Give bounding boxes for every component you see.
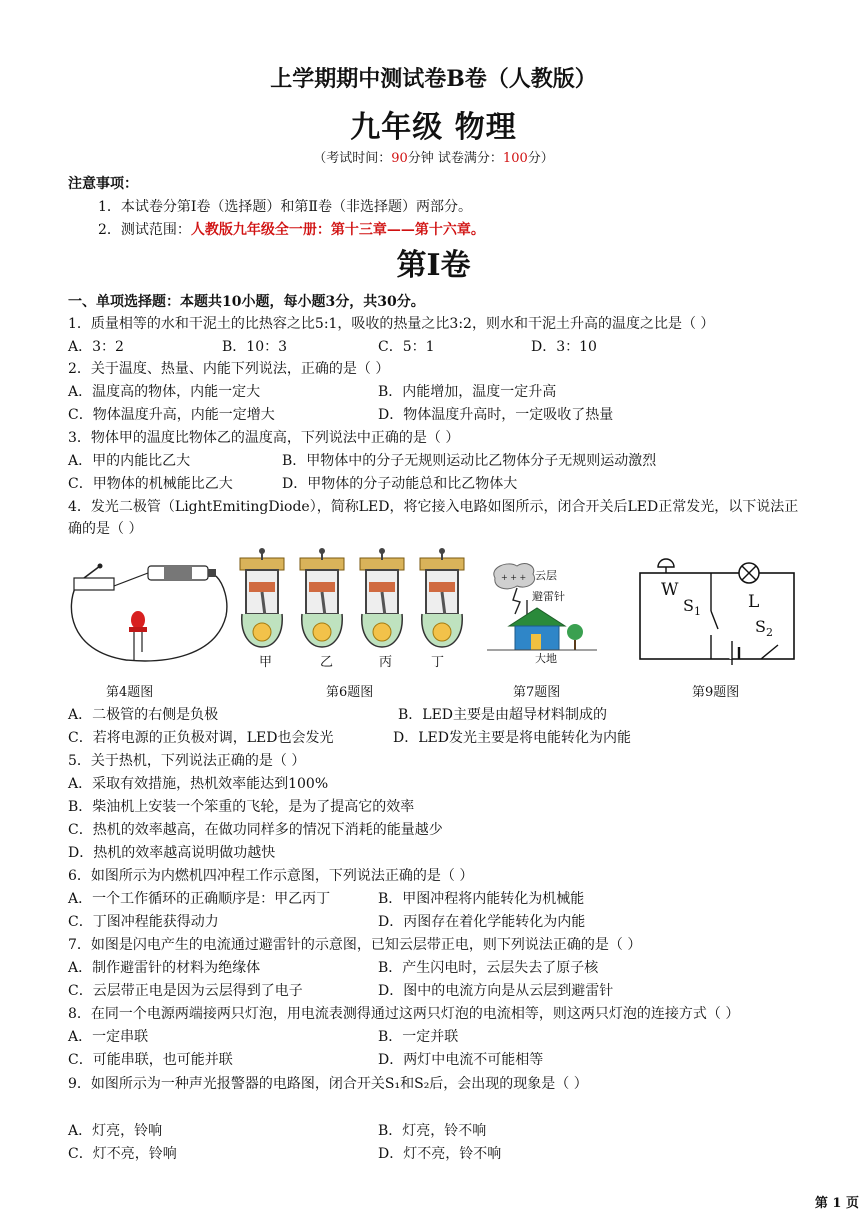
q1-option-b: B．10：3	[222, 339, 288, 355]
q9-option-d: D．灯不亮，铃不响	[378, 1146, 502, 1162]
q2-option-c: C．物体温度升高，内能一定增大	[68, 407, 275, 423]
q8-option-a: A．一定串联	[68, 1029, 149, 1045]
q5-option-c: C．热机的效率越高，在做功同样多的情况下消耗的能量越少	[68, 822, 443, 838]
exam-score-value: 100	[502, 151, 528, 166]
q5-stem: 5．关于热机，下列说法正确的是（ ）	[68, 753, 306, 769]
rod-label: 避雷针	[532, 590, 565, 603]
q3-option-b: B．甲物体中的分子无规则运动比乙物体分子无规则运动激烈	[282, 453, 657, 469]
exam-info-prefix: （考试时间：	[313, 151, 392, 166]
fig4-caption: 第4题图	[106, 685, 154, 700]
q2-option-a: A．温度高的物体，内能一定大	[68, 384, 261, 400]
q8-stem: 8．在同一个电源两端接两只灯泡，用电流表测得通过这两只灯泡的电流相等，则这两只灯泡的连接方式（ ）	[68, 1006, 740, 1022]
note-item-2	[98, 219, 485, 239]
q7-option-a: A．制作避雷针的材料为绝缘体	[68, 960, 261, 976]
grade-subject-title: 九年级 物理	[350, 110, 517, 145]
switch-s1-subscript: 1	[693, 605, 701, 619]
q4-option-d: D．LED发光主要是将电能转化为内能	[393, 730, 631, 746]
switch-s2-label	[755, 617, 773, 639]
note-item-2-prefix: 2．测试范围：	[98, 222, 191, 238]
q1-option-a: A．3：2	[68, 339, 124, 355]
q5-option-a: A．采取有效措施，热机效率能达到100%	[68, 776, 329, 792]
q2-option-b: B．内能增加，温度一定升高	[378, 384, 557, 400]
q6-option-c: C．丁图冲程能获得动力	[68, 914, 219, 930]
q9-stem: 9．如图所示为一种声光报警器的电路图，闭合开关S₁和S₂后，会出现的现象是（ ）	[68, 1076, 588, 1092]
bell-label-w: W	[661, 580, 679, 600]
q6-option-d: D．丙图存在着化学能转化为内能	[378, 914, 586, 930]
fig6-caption: 第6题图	[326, 685, 374, 700]
q5-option-d: D．热机的效率越高说明做功越快	[68, 845, 276, 861]
q3-option-d: D．甲物体的分子动能总和比乙物体大	[282, 476, 518, 492]
exam-info	[0, 147, 867, 166]
volume-title: 第Ⅰ卷	[396, 248, 471, 283]
q3-stem: 3．物体甲的温度比物体乙的温度高，下列说法中正确的是（ ）	[68, 430, 460, 446]
engine-label-ding: 丁	[431, 655, 445, 670]
exam-time-unit: 分钟 试卷满分：	[407, 151, 503, 166]
exam-title: 上学期期中测试卷B卷（人教版）	[270, 66, 597, 92]
q6-stem: 6．如图所示为内燃机四冲程工作示意图，下列说法正确的是（ ）	[68, 868, 474, 884]
q9-option-c: C．灯不亮，铃响	[68, 1146, 177, 1162]
engine-label-yi: 乙	[320, 655, 334, 670]
engine-strokes-figure	[238, 548, 474, 668]
q8-option-b: B．一定并联	[378, 1029, 459, 1045]
notes-heading: 注意事项：	[68, 176, 138, 192]
q4-stem-line1: 4．发光二极管（LightEmitingDiode），简称LED，将它接入电路如图所示，闭合开关后LED正常发光，以下说法正	[68, 499, 799, 515]
q6-option-a: A．一个工作循环的正确顺序是：甲乙丙丁	[68, 891, 331, 907]
page-number: 第 1 页	[814, 1196, 859, 1211]
exam-score-unit: 分）	[527, 151, 554, 166]
q8-option-c: C．可能串联，也可能并联	[68, 1052, 233, 1068]
q7-option-d: D．图中的电流方向是从云层到避雷针	[378, 983, 614, 999]
svg-text:+ + +: + + +	[501, 573, 527, 582]
section-heading: 一、单项选择题：本题共10小题，每小题3分，共30分。	[68, 294, 425, 310]
note-item-2-scope: 人教版九年级全一册：第十三章——第十六章。	[190, 222, 485, 238]
q2-option-d: D．物体温度升高时，一定吸收了热量	[378, 407, 614, 423]
engine-label-bing: 丙	[379, 655, 393, 670]
lamp-label-l: L	[748, 592, 760, 612]
q8-option-d: D．两灯中电流不可能相等	[378, 1052, 544, 1068]
q7-option-b: B．产生闪电时，云层失去了原子核	[378, 960, 599, 976]
fig9-caption: 第9题图	[692, 685, 740, 700]
q6-option-b: B．甲图冲程将内能转化为机械能	[378, 891, 585, 907]
fig7-caption: 第7题图	[513, 685, 561, 700]
q7-option-c: C．云层带正电是因为云层得到了电子	[68, 983, 303, 999]
cloud-label: 云层	[535, 569, 557, 582]
q1-option-d: D．3：10	[531, 339, 597, 355]
q4-stem-line2: 确的是（ ）	[68, 521, 143, 537]
q3-option-c: C．甲物体的机械能比乙大	[68, 476, 233, 492]
switch-s2-subscript: 2	[765, 626, 773, 640]
switch-s1-letter: S	[683, 596, 694, 615]
ground-label: 大地	[535, 652, 557, 665]
q4-option-a: A．二极管的右侧是负极	[68, 707, 219, 723]
exam-time-value: 90	[391, 151, 408, 166]
switch-s1-label	[683, 596, 701, 618]
q4-option-c: C．若将电源的正负极对调，LED也会发光	[68, 730, 334, 746]
q7-stem: 7．如图是闪电产生的电流通过避雷针的示意图，已知云层带正电，则下列说法正确的是（ ）	[68, 937, 642, 953]
q9-option-a: A．灯亮，铃响	[68, 1123, 163, 1139]
alarm-circuit-figure	[636, 553, 802, 665]
switch-s2-letter: S	[755, 617, 766, 636]
note-item-1: 1．本试卷分第Ⅰ卷（选择题）和第Ⅱ卷（非选择题）两部分。	[98, 199, 472, 215]
q3-option-a: A．甲的内能比乙大	[68, 453, 191, 469]
q5-option-b: B．柴油机上安装一个笨重的飞轮，是为了提高它的效率	[68, 799, 415, 815]
q1-stem: 1．质量相等的水和干泥土的比热容之比5:1，吸收的热量之比3:2，则水和干泥土升高的温度之比是（ ）	[68, 316, 715, 332]
q4-option-b: B．LED主要是由超导材料制成的	[398, 707, 608, 723]
q2-stem: 2．关于温度、热量、内能下列说法，正确的是（ ）	[68, 361, 390, 377]
engine-label-jia: 甲	[259, 655, 273, 670]
q9-option-b: B．灯亮，铃不响	[378, 1123, 487, 1139]
led-circuit-figure	[66, 556, 236, 668]
q1-option-c: C．5：1	[378, 339, 435, 355]
